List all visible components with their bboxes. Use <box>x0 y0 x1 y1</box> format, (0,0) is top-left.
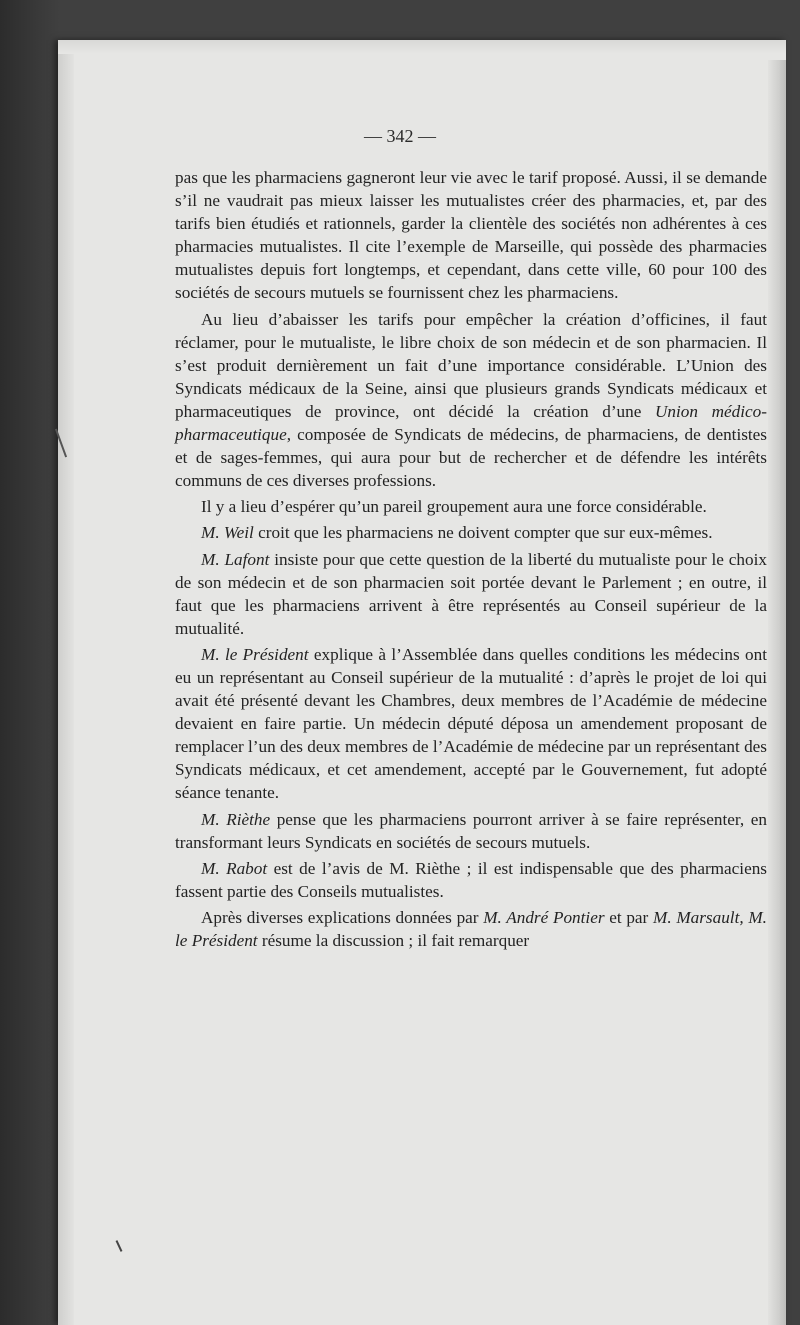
page-fore-edge <box>768 60 786 1325</box>
paragraph: Après diverses explications données par M. André Pontier et par M. Marsault, M. le Président résume la discussion ; il fait remarquer <box>175 907 767 950</box>
speaker-name: M. le Président <box>201 644 309 664</box>
speaker-name: M. Marsault, M. le Président <box>175 907 767 950</box>
speaker-name: M. Lafont <box>201 549 270 569</box>
paragraph: M. Rabot est de l’avis de M. Rièthe ; il est indispensable que des pharmaciens fassent partie des Conseils mutualistes. <box>175 858 767 901</box>
page-number: — 342 — <box>364 126 436 146</box>
italic-title: Union médico-pharmaceutique <box>175 401 767 445</box>
speaker-name: M. Rabot <box>201 858 268 878</box>
paragraph: M. Weil croit que les pharmaciens ne doivent compter que sur eux-mêmes. <box>201 523 713 543</box>
body-text <box>175 166 767 952</box>
speaker-name: M. André Pontier <box>483 907 605 927</box>
speaker-name: M. Rièthe <box>201 809 271 829</box>
paragraph: Au lieu d’abaisser les tarifs pour empêcher la création d’officines, il faut réclamer, pour le mutualiste, le libre choix de son médecin et de son pharmacien. Il s’est produit dernièrement un fait d’une importance considérable. L’Union des Syndicats médicaux de la Seine, ainsi que plusieurs grands Syndicats médicaux et pharmaceutiques de province, ont décidé la création d’une Union médico-pharmaceutique, composée de Syndicats de médecins, de pharmaciens, de dentistes et de sages-femmes, qui aura pour but de rechercher et de défendre les intérêts communs de ces diverses professions. <box>175 309 767 491</box>
page-top-edge <box>58 40 786 54</box>
paragraph: pas que les pharmaciens gagneront leur vie avec le tarif proposé. Aussi, il se demande s’il ne vaudrait pas mieux laisser les mutualistes créer des pharmacies, et, par des tarifs bien étudiés et rationnels, garder la clientèle des sociétés non adhérentes à ces pharmacies mutualistes. Il cite l’exemple de Marseille, qui possède des pharmacies mutualistes depuis fort longtemps, et cependant, dans cette ville, 60 pour 100 des sociétés de secours mutuels se fournissent chez les pharmaciens. <box>175 168 767 303</box>
speaker-name: M. Weil <box>201 523 254 543</box>
paragraph: Il y a lieu d’espérer qu’un pareil groupement aura une force considérable. <box>201 497 707 517</box>
paragraph: M. Rièthe pense que les pharmaciens pourront arriver à se faire représenter, en transformant leurs Syndicats en sociétés de secours mutuels. <box>175 809 768 852</box>
paragraph: M. le Président explique à l’Assemblée dans quelles conditions les médecins ont eu un représentant au Conseil supérieur de la mutualité : d’après le projet de loi qui avait été présenté devant les Chambres, deux membres de l’Académie de médecine devaient en faire partie. Un médecin député déposa un amendement proposant de remplacer l’un des deux membres de l’Académie de médecine par un représentant des Syndicats médicaux, et cet amendement, accepté par le Gouvernement, fut adopté séance tenante. <box>175 644 767 803</box>
paragraph: M. Lafont insiste pour que cette question de la liberté du mutualiste pour le choix de son médecin et de son pharmacien soit portée devant le Parlement ; en outre, il faut que les pharmaciens arrivent à être représentés au Conseil supérieur de la mutualité. <box>175 549 767 638</box>
page-binding-edge <box>58 40 74 1325</box>
